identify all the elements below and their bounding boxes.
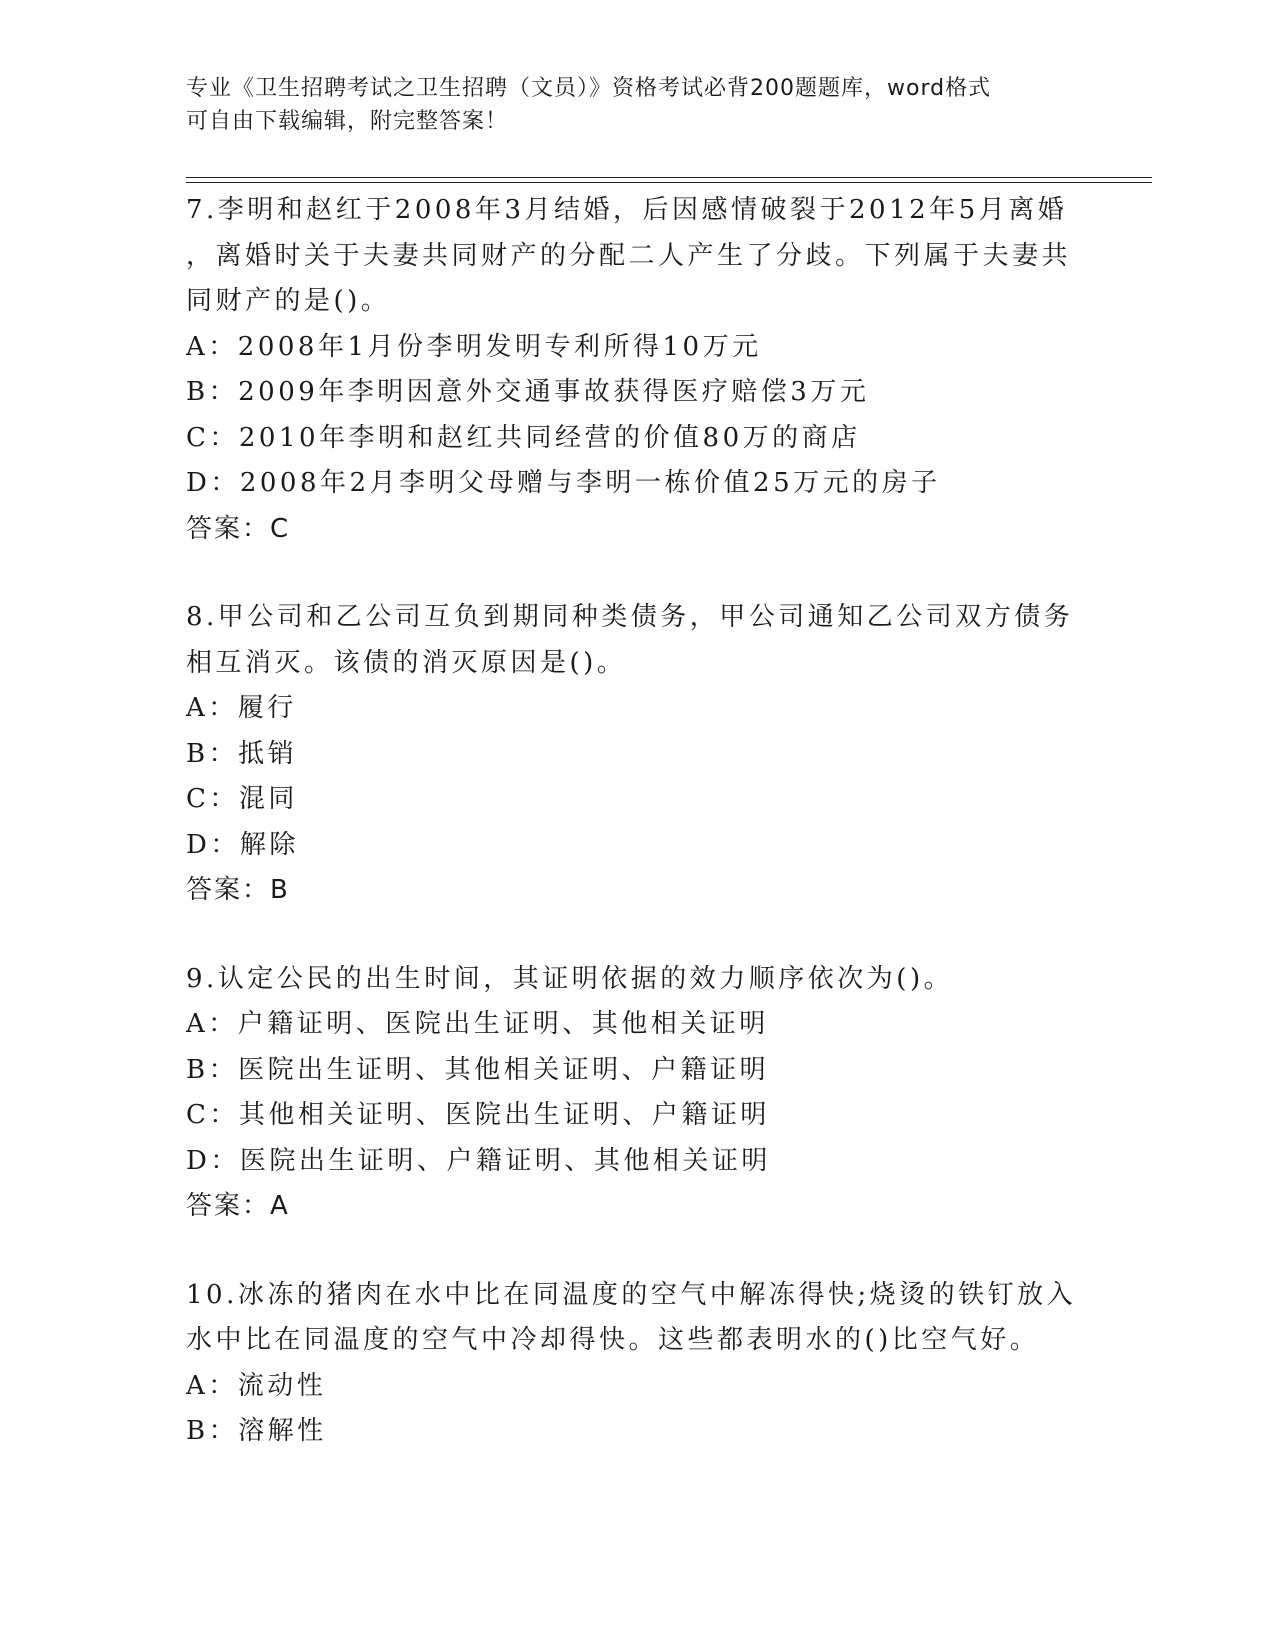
document-header [186,72,1086,138]
header-divider-top [186,177,1152,178]
header-line-2: 可自由下载编辑，附完整答案！ [186,109,509,134]
header-line-1: 专业《卫生招聘考试之卫生招聘（文员）》资格考试必背200题题库，word格式 [186,76,992,101]
header-divider-bottom [186,182,1152,183]
option-c: C：混同 [186,784,298,814]
question-7 [186,188,1086,552]
question-list [186,188,1086,1498]
option-b: B：医院出生证明、其他相关证明、户籍证明 [186,1054,770,1085]
question-stem-line: 相互消灭。该债的消灭原因是()。 [186,647,627,678]
question-stem-line: 10.冰冻的猪肉在水中比在同温度的空气中解冻得快;烧烫的铁钉放入 [186,1279,1077,1310]
option-b: B：抵销 [186,738,298,769]
question-stem-line: 7.李明和赵红于2008年3月结婚，后因感情破裂于2012年5月离婚 [186,195,1068,225]
question-10 [186,1273,1086,1455]
option-a: A：履行 [186,693,297,723]
question-8 [186,595,1086,914]
answer-line: 答案：B [186,875,290,905]
option-d: D：2008年2月李明父母赠与李明一栋价值25万元的房子 [186,468,941,498]
question-9 [186,957,1086,1230]
option-d: D：解除 [186,829,299,860]
option-c: C：2010年李明和赵红共同经营的价值80万的商店 [186,422,861,453]
answer-line: 答案：C [186,513,291,544]
option-a: A：户籍证明、医院出生证明、其他相关证明 [186,1009,769,1039]
question-stem-line: 水中比在同温度的空气中冷却得快。这些都表明水的()比空气好。 [186,1325,1040,1355]
option-a: A：2008年1月份李明发明专利所得10万元 [186,331,762,362]
option-b: B：溶解性 [186,1416,327,1446]
answer-line: 答案：A [186,1191,290,1221]
option-b: B：2009年李明因意外交通事故获得医疗赔偿3万元 [186,377,870,407]
option-c: C：其他相关证明、医院出生证明、户籍证明 [186,1100,770,1130]
option-a: A：流动性 [186,1370,327,1401]
question-stem-line: 9.认定公民的出生时间，其证明依据的效力顺序依次为()。 [186,963,954,994]
option-d: D：医院出生证明、户籍证明、其他相关证明 [186,1145,771,1176]
question-stem-line: 8.甲公司和乙公司互负到期同种类债务，甲公司通知乙公司双方债务 [186,602,1074,632]
question-stem-line: ，离婚时关于夫妻共同财产的分配二人产生了分歧。下列属于夫妻共 [186,240,1072,271]
question-stem-line: 同财产的是()。 [186,286,391,316]
